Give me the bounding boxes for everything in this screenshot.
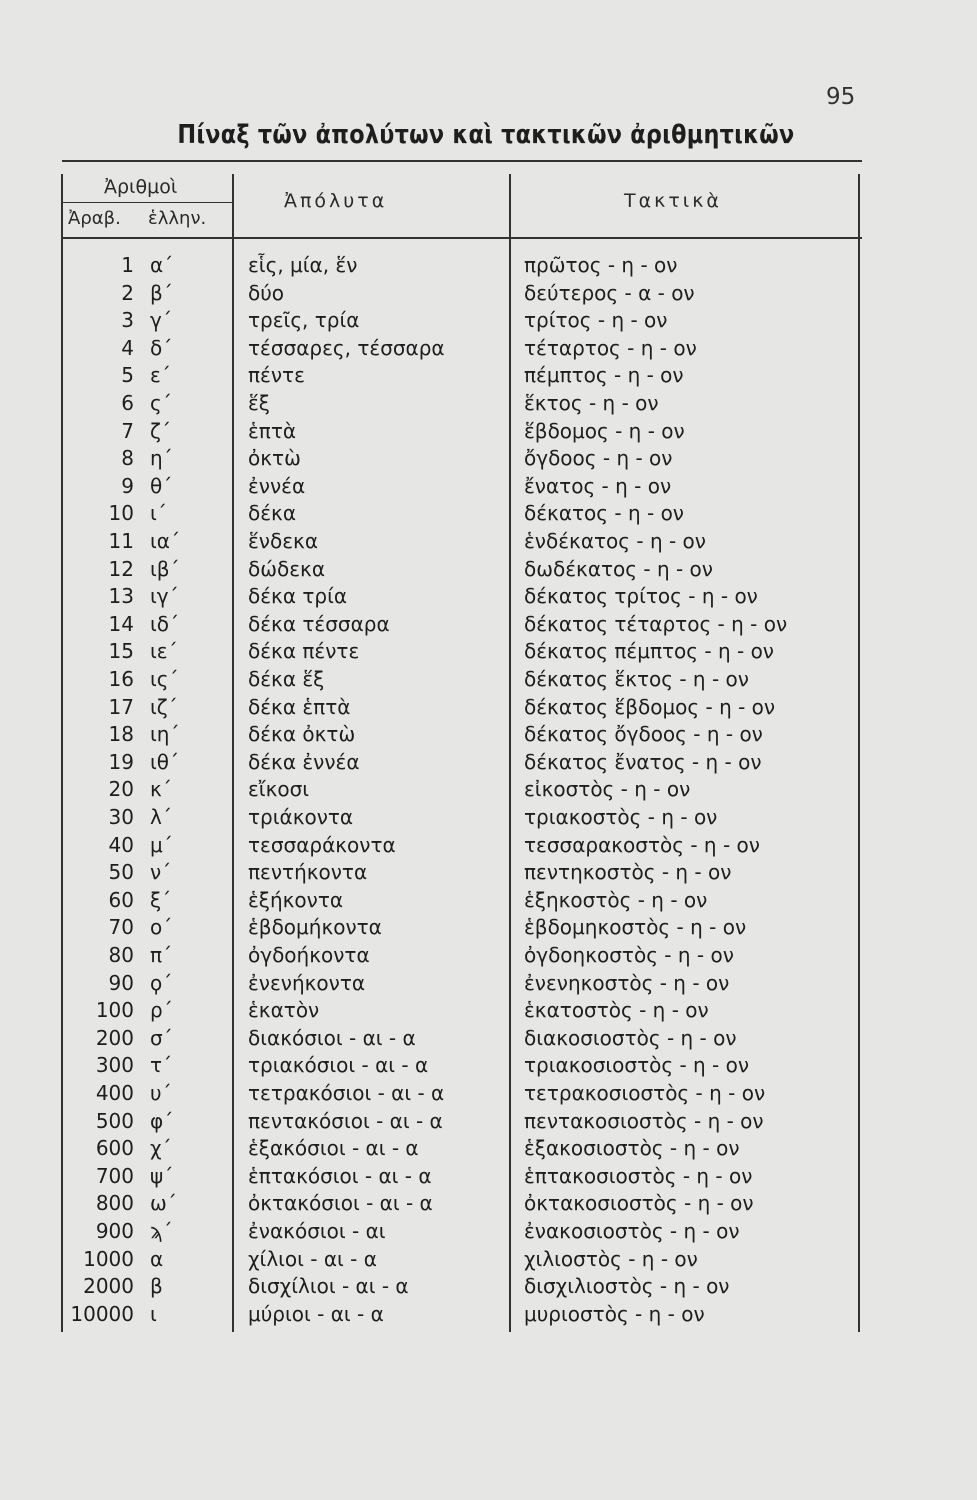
arabic-numeral: 500 [95,1108,134,1133]
absolute-numeral: τριακόσιοι - αι - α [248,1053,429,1078]
absolute-numeral: ὀγδοήκοντα [248,943,370,967]
arabic-numeral: 5 [121,363,134,388]
ordinal-numeral: ὀκτακοσιοστὸς - η - ον [524,1191,754,1216]
table-row [62,721,862,749]
arabic-numeral: 6 [121,391,134,415]
table-row [62,1163,862,1191]
greek-numeral: ζ΄ [150,418,171,443]
numbers-header-rule [62,202,232,203]
numerals-table [62,160,862,1330]
table-row [62,500,862,528]
absolute-numeral: δέκα ὀκτὼ [248,722,356,747]
greek-numeral: ιθ΄ [150,749,180,774]
table-row [62,638,862,666]
arabic-numeral: 9 [121,473,134,498]
table-row [62,1135,862,1163]
table-row [62,776,862,804]
greek-numeral: ις΄ [150,667,179,691]
ordinal-numeral: δέκατος - η - ον [524,501,684,526]
arabic-numeral: 700 [95,1163,134,1188]
header-ordinal: Τακτικὰ [624,190,722,212]
arabic-numeral: 12 [108,556,134,581]
ordinal-numeral: δέκατος ἕκτος - η - ον [524,667,749,691]
arabic-numeral: 8 [121,446,134,471]
table-top-rule [62,160,862,162]
ordinal-numeral: ἕβδομος - η - ον [524,418,685,443]
arabic-numeral: 2000 [83,1274,134,1299]
table-row [62,1246,862,1274]
ordinal-numeral: δέκατος ἕβδομος - η - ον [524,694,776,719]
ordinal-numeral: διακοσιοστὸς - η - ον [524,1025,737,1050]
arabic-numeral: 600 [95,1136,134,1161]
ordinal-numeral: ὀγδοηκοστὸς - η - ον [524,943,734,967]
absolute-numeral: εἴκοσι [248,777,310,802]
ordinal-numeral: ἐνακοσιοστὸς - η - ον [524,1219,740,1243]
greek-numeral: ιζ΄ [150,694,178,719]
greek-numeral: ω΄ [150,1191,177,1216]
absolute-numeral: τριάκοντα [248,805,354,829]
arabic-numeral: 70 [108,915,134,940]
greek-numeral: ιβ΄ [150,556,180,581]
absolute-numeral: δισχίλιοι - αι - α [248,1274,409,1299]
arabic-numeral: 7 [121,418,134,443]
greek-numeral: ψ΄ [150,1163,174,1188]
absolute-numeral: πεντακόσιοι - αι - α [248,1108,443,1133]
arabic-numeral: 10 [108,501,134,526]
greek-numeral: κ΄ [150,777,172,802]
ordinal-numeral: δέκατος τέταρτος - η - ον [524,611,788,636]
ordinal-numeral: τριακοστὸς - η - ον [524,805,718,829]
table-row [62,445,862,473]
arabic-numeral: 19 [108,749,134,774]
arabic-numeral: 18 [108,722,134,747]
greek-numeral: χ΄ [150,1136,172,1161]
absolute-numeral: ἑβδομήκοντα [248,915,382,940]
arabic-numeral: 17 [108,694,134,719]
greek-numeral: ο΄ [150,915,173,940]
greek-numeral: θ΄ [150,473,173,498]
absolute-numeral: τέσσαρες, τέσσαρα [248,335,445,360]
table-row [62,528,862,556]
greek-numeral: ν΄ [150,860,172,885]
ordinal-numeral: δεύτερος - α - ον [524,280,695,305]
greek-numeral: β΄ [150,280,173,305]
ordinal-numeral: δέκατος ἔνατος - η - ον [524,749,762,774]
table-row [62,666,862,694]
ordinal-numeral: δισχιλιοστὸς - η - ον [524,1274,730,1299]
absolute-numeral: δώδεκα [248,556,326,581]
table-row [62,832,862,860]
greek-numeral: μ΄ [150,832,173,857]
greek-numeral: π΄ [150,943,173,967]
absolute-numeral: πέντε [248,363,305,388]
absolute-numeral: δέκα τέσσαρα [248,611,390,636]
absolute-numeral: μύριοι - αι - α [248,1301,384,1326]
ordinal-numeral: τρίτος - η - ον [524,308,668,333]
arabic-numeral: 15 [108,639,134,664]
greek-numeral: υ΄ [150,1081,172,1105]
table-row [62,694,862,722]
table-row [62,418,862,446]
table-row [62,280,862,308]
table-row [62,1052,862,1080]
greek-numeral: ς΄ [150,391,172,415]
arabic-numeral: 300 [95,1053,134,1078]
arabic-numeral: 16 [108,667,134,691]
ordinal-numeral: ἑξηκοστὸς - η - ον [524,887,708,912]
greek-numeral: φ΄ [150,1108,174,1133]
arabic-numeral: 80 [108,943,134,967]
greek-numeral: ια΄ [150,529,180,553]
absolute-numeral: ὀκτὼ [248,446,301,471]
table-row [62,749,862,777]
arabic-numeral: 10000 [70,1301,134,1326]
greek-numeral: λ΄ [150,805,172,829]
ordinal-numeral: πεντακοσιοστὸς - η - ον [524,1108,764,1133]
table-row [62,1108,862,1136]
arabic-numeral: 60 [108,887,134,912]
header-greek: ἑλλην. [148,208,207,229]
table-row [62,914,862,942]
ordinal-numeral: δέκατος ὄγδοος - η - ον [524,722,763,747]
arabic-numeral: 13 [108,584,134,609]
absolute-numeral: ἕνδεκα [248,529,318,553]
greek-numeral: ι [150,1301,157,1326]
arabic-numeral: 11 [108,529,134,553]
arabic-numeral: 3 [121,308,134,333]
arabic-numeral: 400 [95,1081,134,1105]
ordinal-numeral: δέκατος πέμπτος - η - ον [524,639,774,664]
absolute-numeral: δέκα τρία [248,584,348,609]
table-row [62,390,862,418]
greek-numeral: γ΄ [150,308,172,333]
greek-numeral: β [150,1274,163,1299]
ordinal-numeral: μυριοστὸς - η - ον [524,1301,705,1326]
absolute-numeral: χίλιοι - αι - α [248,1246,377,1271]
arabic-numeral: 90 [108,970,134,995]
greek-numeral: ε΄ [150,363,171,388]
absolute-numeral: ἐνενήκοντα [248,970,366,995]
arabic-numeral: 2 [121,280,134,305]
ordinal-numeral: τεσσαρακοστὸς - η - ον [524,832,760,857]
header-numbers: Ἀριθμοὶ [104,176,178,198]
greek-numeral: ρ΄ [150,998,173,1023]
greek-numeral: α [150,1246,164,1271]
absolute-numeral: ἐνακόσιοι - αι [248,1219,386,1243]
table-row [62,1218,862,1246]
table-row [62,307,862,335]
table-row [62,970,862,998]
table-row [62,335,862,363]
table-row [62,252,862,280]
ordinal-numeral: ἑνδέκατος - η - ον [524,529,706,553]
absolute-numeral: ἐννέα [248,473,306,498]
greek-numeral: ιγ΄ [150,584,179,609]
arabic-numeral: 1000 [83,1246,134,1271]
absolute-numeral: δέκα [248,501,297,526]
table-row [62,556,862,584]
arabic-numeral: 100 [95,998,134,1023]
ordinal-numeral: δωδέκατος - η - ον [524,556,713,581]
table-row [62,942,862,970]
ordinal-numeral: χιλιοστὸς - η - ον [524,1246,698,1271]
absolute-numeral: δέκα πέντε [248,639,360,664]
arabic-numeral: 50 [108,860,134,885]
absolute-numeral: δέκα ἕξ [248,667,325,691]
ordinal-numeral: ἑβδομηκοστὸς - η - ον [524,915,747,940]
absolute-numeral: τεσσαράκοντα [248,832,396,857]
greek-numeral: ϙ΄ [150,970,173,995]
table-row [62,473,862,501]
arabic-numeral: 1 [121,253,134,277]
absolute-numeral: διακόσιοι - αι - α [248,1025,416,1050]
table-row [62,583,862,611]
table-row [62,859,862,887]
greek-numeral: ι΄ [150,501,167,526]
arabic-numeral: 4 [121,335,134,360]
absolute-numeral: εἷς, μία, ἕν [248,253,358,277]
greek-numeral: ξ΄ [150,887,172,912]
absolute-numeral: ὀκτακόσιοι - αι - α [248,1191,433,1216]
arabic-numeral: 200 [95,1025,134,1050]
arabic-numeral: 20 [108,777,134,802]
absolute-numeral: ἑξήκοντα [248,887,344,912]
greek-numeral: τ΄ [150,1053,173,1078]
greek-numeral: α΄ [150,253,174,277]
ordinal-numeral: τριακοσιοστὸς - η - ον [524,1053,750,1078]
greek-numeral: ϡ΄ [150,1219,173,1243]
table-row [62,887,862,915]
greek-numeral: ιε΄ [150,639,178,664]
page-number: 95 [826,84,856,110]
greek-numeral: δ΄ [150,335,173,360]
greek-numeral: ιδ΄ [150,611,180,636]
header-absolute: Ἀπόλυτα [284,190,388,212]
arabic-numeral: 30 [108,805,134,829]
table-row [62,1025,862,1053]
absolute-numeral: δέκα ἐννέα [248,749,360,774]
table-row [62,1190,862,1218]
absolute-numeral: ἑπτὰ [248,418,297,443]
ordinal-numeral: πέμπτος - η - ον [524,363,684,388]
ordinal-numeral: ἕκτος - η - ον [524,391,659,415]
ordinal-numeral: τετρακοσιοστὸς - η - ον [524,1081,766,1105]
table-row [62,611,862,639]
table-row [62,997,862,1025]
ordinal-numeral: ὄγδοος - η - ον [524,446,673,471]
table-row [62,804,862,832]
greek-numeral: η΄ [150,446,173,471]
absolute-numeral: ἑκατὸν [248,998,320,1023]
absolute-numeral: ἑξακόσιοι - αι - α [248,1136,419,1161]
ordinal-numeral: πρῶτος - η - ον [524,253,678,277]
ordinal-numeral: δέκατος τρίτος - η - ον [524,584,758,609]
ordinal-numeral: ἑπτακοσιοστὸς - η - ον [524,1163,753,1188]
arabic-numeral: 14 [108,611,134,636]
absolute-numeral: τρεῖς, τρία [248,308,360,333]
table-row [62,362,862,390]
header-arabic: Ἀραβ. [68,208,121,229]
ordinal-numeral: εἰκοστὸς - η - ον [524,777,691,802]
arabic-numeral: 900 [95,1219,134,1243]
page-title: Πίναξ τῶν ἀπολύτων καὶ τακτικῶν ἀριθμητικῶν [177,120,795,150]
table-row [62,1273,862,1301]
absolute-numeral: τετρακόσιοι - αι - α [248,1081,445,1105]
greek-numeral: σ΄ [150,1025,173,1050]
ordinal-numeral: ἑξακοσιοστὸς - η - ον [524,1136,740,1161]
table-row [62,1301,862,1329]
arabic-numeral: 800 [95,1191,134,1216]
ordinal-numeral: ἑκατοστὸς - η - ον [524,998,709,1023]
header-bottom-rule [62,237,862,239]
arabic-numeral: 40 [108,832,134,857]
table-row [62,1080,862,1108]
absolute-numeral: ἕξ [248,391,270,415]
absolute-numeral: πεντήκοντα [248,860,368,885]
absolute-numeral: δέκα ἑπτὰ [248,694,351,719]
ordinal-numeral: ἐνενηκοστὸς - η - ον [524,970,730,995]
ordinal-numeral: ἔνατος - η - ον [524,473,672,498]
greek-numeral: ιη΄ [150,722,180,747]
ordinal-numeral: πεντηκοστὸς - η - ον [524,860,732,885]
absolute-numeral: ἑπτακόσιοι - αι - α [248,1163,432,1188]
ordinal-numeral: τέταρτος - η - ον [524,335,697,360]
absolute-numeral: δύο [248,280,285,305]
